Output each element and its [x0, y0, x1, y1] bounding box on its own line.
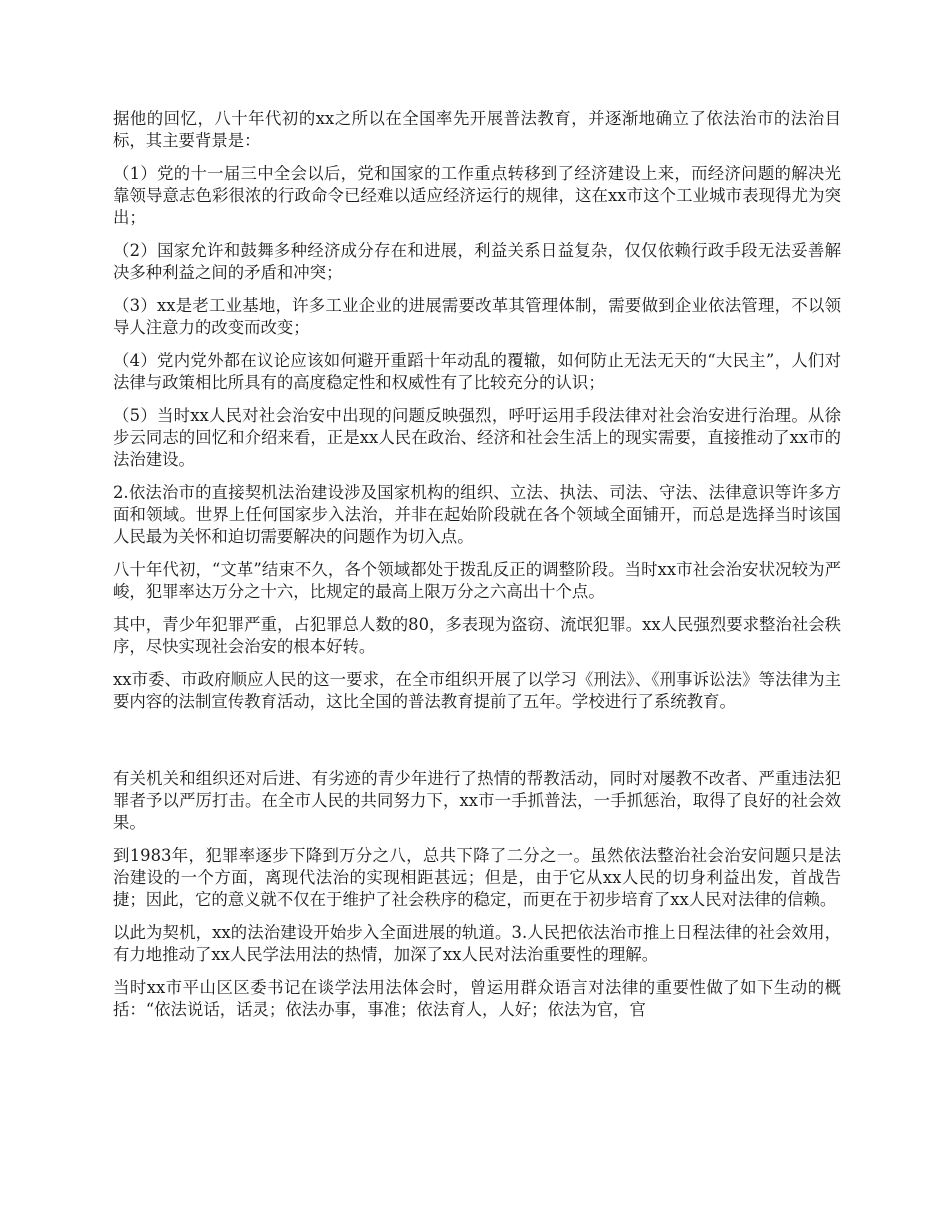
paragraph-1983: 到1983年，犯罪率逐步下降到万分之八，总共下降了二分之一。虽然依法整治社会治安问题只是法治建设的一个方面，离现代法治的实现相距甚远；但是，由于它从xx人民的切身利益出发，首战告捷；因此，它的意义就不仅在于维护了社会秩序的稳定，而更在于初步培育了xx人民对法律的信赖。	[113, 846, 841, 909]
paragraph-city-committee: xx市委、市政府顺应人民的这一要求，在全市组织开展了以学习《刑法》、《刑事诉讼法》等法律为主要内容的法制宣传教育活动，这比全国的普法教育提前了五年。学校进行了系统教育。	[113, 670, 841, 711]
paragraph-point-4: （4）党内党外都在议论应该如何避开重蹈十年动乱的覆辙，如何防止无法无天的“大民主”，人们对法律与政策相比所具有的高度稳定性和权威性有了比较充分的认识；	[113, 351, 841, 392]
document-body	[113, 108, 841, 1021]
paragraph-point-2: （2）国家允许和鼓舞多种经济成分存在和进展，利益关系日益复杂，仅仅依赖行政手段无法妥善解决多种利益之间的矛盾和冲突；	[113, 241, 841, 282]
paragraph-point-5: （5）当时xx人民对社会治安中出现的问题反映强烈，呼吁运用手段法律对社会治安进行治理。从徐步云同志的回忆和介绍来看，正是xx人民在政治、经济和社会生活上的现实需要，直接推动了xx市的法治建设。	[113, 406, 841, 469]
paragraph-point-3: （3）xx是老工业基地，许多工业企业的进展需要改革其管理体制，需要做到企业依法管理，不以领导人注意力的改变而改变；	[113, 296, 841, 337]
paragraph-section-3: 以此为契机，xx的法治建设开始步入全面进展的轨道。3.人民把依法治市推上日程法律的社会效用，有力地推动了xx人民学法用法的热情，加深了xx人民对法治重要性的理解。	[113, 923, 841, 964]
paragraph-section-2: 2.依法治市的直接契机法治建设涉及国家机构的组织、立法、执法、司法、守法、法律意识等许多方面和领域。世界上任何国家步入法治，并非在起始阶段就在各个领域全面铺开，而总是选择当时该国人民最为关怀和迫切需要解决的问题作为切入点。	[113, 483, 841, 546]
paragraph-organizations: 有关机关和组织还对后进、有劣迹的青少年进行了热情的帮教活动，同时对屡教不改者、严重违法犯罪者予以严厉打击。在全市人民的共同努力下，xx市一手抓普法，一手抓惩治，取得了良好的社会效果。	[113, 769, 841, 832]
paragraph-point-1: （1）党的十一届三中全会以后，党和国家的工作重点转移到了经济建设上来，而经济问题的解决光靠领导意志色彩很浓的行政命令已经难以适应经济运行的规律，这在xx市这个工业城市表现得尤为突出；	[113, 164, 841, 227]
paragraph-youth-crime: 其中，青少年犯罪严重，占犯罪总人数的80，多表现为盗窃、流氓犯罪。xx人民强烈要求整治社会秩序，尽快实现社会治安的根本好转。	[113, 615, 841, 656]
paragraph-district-secretary: 当时xx市平山区区委书记在谈学法用法体会时，曾运用群众语言对法律的重要性做了如下生动的概括：“依法说话，话灵；依法办事，事准；依法育人，人好；依法为官，官	[113, 978, 841, 1019]
paragraph-intro: 据他的回忆，八十年代初的xx之所以在全国率先开展普法教育，并逐渐地确立了依法治市的法治目标，其主要背景是：	[113, 109, 841, 150]
paragraph-eighties: 八十年代初，“文革”结束不久，各个领域都处于拨乱反正的调整阶段。当时xx市社会治安状况较为严峻，犯罪率达万分之十六，比规定的最高上限万分之六高出十个点。	[113, 560, 841, 601]
